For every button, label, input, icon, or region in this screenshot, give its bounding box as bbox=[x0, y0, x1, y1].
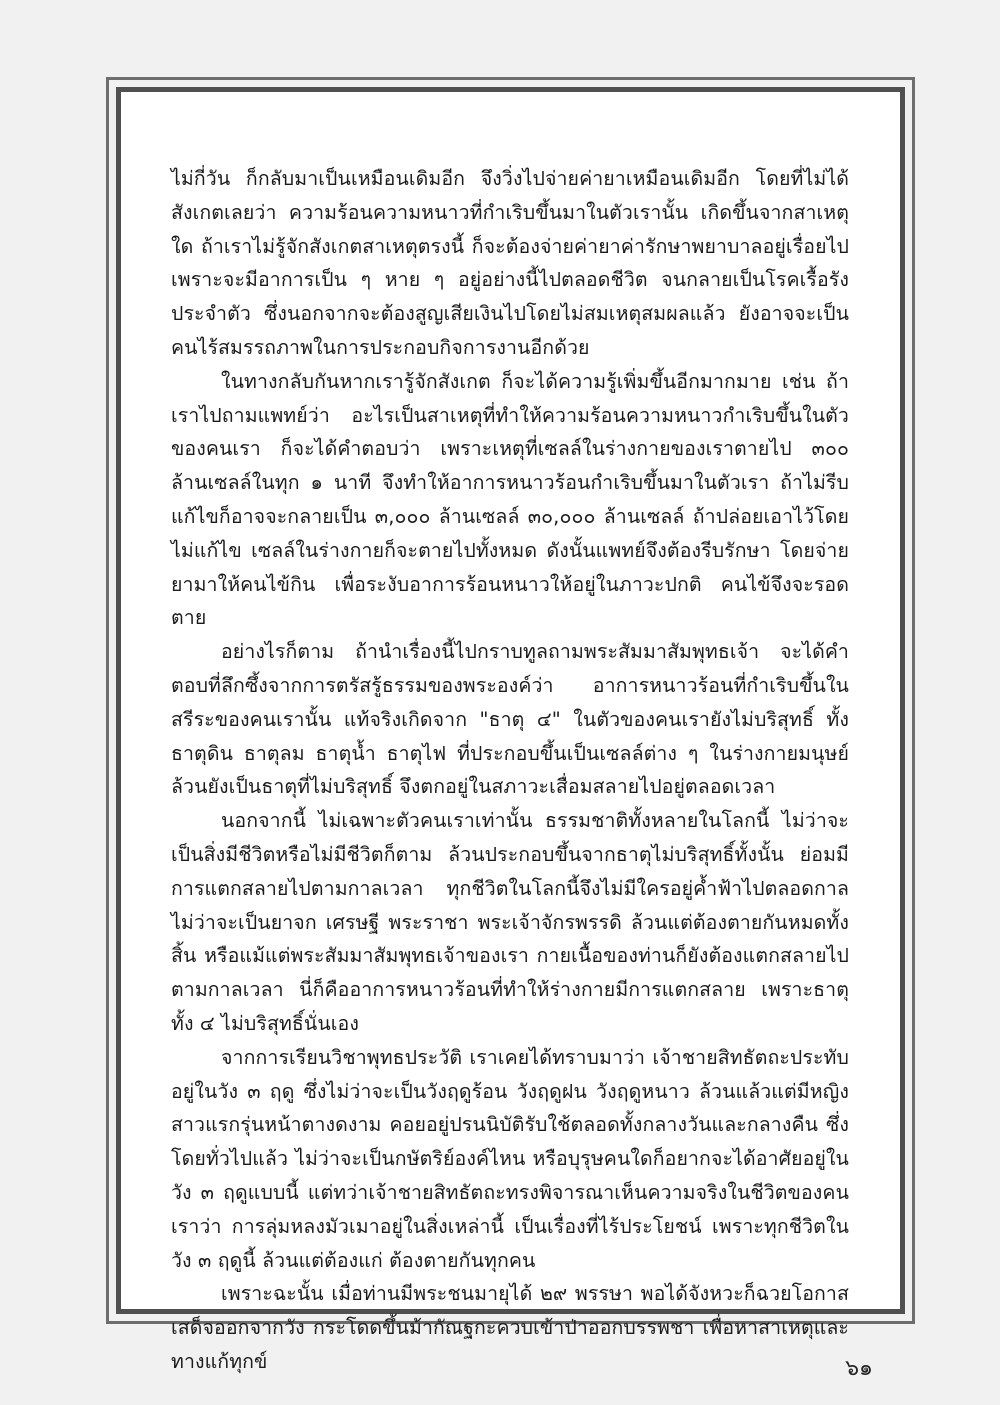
page-body bbox=[171, 162, 849, 1379]
paragraph-4: นอกจากนี้ ไม่เฉพาะตัวคนเราเท่านั้น ธรรมชาติทั้งหลายในโลกนี้ ไม่ว่าจะเป็นสิ่งมีชีวิตหรือไม่มีชีวิตก็ตาม ล้วนประกอบขึ้นจากธาตุไม่บริสุทธิ์ทั้งนั้น ย่อมมีการแตกสลายไปตามกาลเวลา ทุกชีวิตในโลกนี้จึงไม่มีใครอยู่ค้ำฟ้าไปตลอดกาล ไม่ว่าจะเป็นยาจก เศรษฐี พระราชา พระเจ้าจักรพรรดิ ล้วนแต่ต้องตายกันหมดทั้งสิ้น หรือแม้แต่พระสัมมาสัมพุทธเจ้าของเรา กายเนื้อของท่านก็ยังต้องแตกสลายไปตามกาลเวลา นี่ก็คืออาการหนาวร้อนที่ทำให้ร่างกายมีการแตกสลาย เพราะธาตุทั้ง ๔ ไม่บริสุทธิ์นั่นเอง bbox=[171, 809, 849, 1035]
paragraph-3: อย่างไรก็ตาม ถ้านำเรื่องนี้ไปกราบทูลถามพระสัมมาสัมพุทธเจ้า จะได้คำตอบที่ลึกซึ้งจากการตรัสรู้ธรรมของพระองค์ว่า อาการหนาวร้อนที่กำเริบขึ้นในสรีระของคนเรานั้น แท้จริงเกิดจาก "ธาตุ ๔" ในตัวของคนเรายังไม่บริสุทธิ์ ทั้งธาตุดิน ธาตุลม ธาตุน้ำ ธาตุไฟ ที่ประกอบขึ้นเป็นเซลล์ต่าง ๆ ในร่างกายมนุษย์ ล้วนยังเป็นธาตุที่ไม่บริสุทธิ์ จึงตกอยู่ในสภาวะเสื่อมสลายไปอยู่ตลอดเวลา bbox=[171, 640, 849, 799]
page-number: ๖๑ bbox=[845, 1356, 873, 1381]
paragraph-1: ไม่กี่วัน ก็กลับมาเป็นเหมือนเดิมอีก จึงวิ่งไปจ่ายค่ายาเหมือนเดิมอีก โดยที่ไม่ได้สังเกตเลยว่า ความร้อนความหนาวที่กำเริบขึ้นมาในตัวเรานั้น เกิดขึ้นจากสาเหตุใด ถ้าเราไม่รู้จักสังเกตสาเหตุตรงนี้ ก็จะต้องจ่ายค่ายาค่ารักษาพยาบาลอยู่เรื่อยไป เพราะจะมีอาการเป็น ๆ หาย ๆ อยู่อย่างนี้ไปตลอดชีวิต จนกลายเป็นโรคเรื้อรังประจำตัว ซึ่งนอกจากจะต้องสูญเสียเงินไปโดยไม่สมเหตุสมผลแล้ว ยังอาจจะเป็นคนไร้สมรรถภาพในการประกอบกิจการงานอีกด้วย bbox=[171, 167, 849, 359]
paragraph-5: จากการเรียนวิชาพุทธประวัติ เราเคยได้ทราบมาว่า เจ้าชายสิทธัตถะประทับอยู่ในวัง ๓ ฤดู ซึ่งไม่ว่าจะเป็นวังฤดูร้อน วังฤดูฝน วังฤดูหนาว ล้วนแล้วแต่มีหญิงสาวแรกรุ่นหน้าตางดงาม คอยอยู่ปรนนิบัติรับใช้ตลอดทั้งกลางวันและกลางคืน ซึ่งโดยทั่วไปแล้ว ไม่ว่าจะเป็นกษัตริย์องค์ไหน หรือบุรุษคนใดก็อยากจะได้อาศัยอยู่ในวัง ๓ ฤดูแบบนี้ แต่ทว่าเจ้าชายสิทธัตถะทรงพิจารณาเห็นความจริงในชีวิตของคนเราว่า การลุ่มหลงมัวเมาอยู่ในสิ่งเหล่านี้ เป็นเรื่องที่ไร้ประโยชน์ เพราะทุกชีวิตในวัง ๓ ฤดูนี้ ล้วนแต่ต้องแก่ ต้องตายกันทุกคน bbox=[171, 1045, 849, 1272]
paragraph-6: เพราะฉะนั้น เมื่อท่านมีพระชนมายุได้ ๒๙ พรรษา พอได้จังหวะก็ฉวยโอกาสเสด็จออกจากวัง กระโดดขึ้นม้ากัณฐกะควบเข้าป่าออกบรรพชา เพื่อหาสาเหตุและทางแก้ทุกข์ bbox=[171, 1282, 849, 1373]
paragraph-2: ในทางกลับกันหากเรารู้จักสังเกต ก็จะได้ความรู้เพิ่มขึ้นอีกมากมาย เช่น ถ้าเราไปถามแพทย์ว่า อะไรเป็นสาเหตุที่ทำให้ความร้อนความหนาวกำเริบขึ้นในตัวของคนเรา ก็จะได้คำตอบว่า เพราะเหตุที่เซลล์ในร่างกายของเราตายไป ๓๐๐ ล้านเซลล์ในทุก ๑ นาที จึงทำให้อาการหนาวร้อนกำเริบขึ้นมาในตัวเรา ถ้าไม่รีบแก้ไขก็อาจจะกลายเป็น ๓,๐๐๐ ล้านเซลล์ ๓๐,๐๐๐ ล้านเซลล์ ถ้าปล่อยเอาไว้โดยไม่แก้ไข เซลล์ในร่างกายก็จะตายไปทั้งหมด ดังนั้นแพทย์จึงต้องรีบรักษา โดยจ่ายยามาให้คนไข้กิน เพื่อระงับอาการร้อนหนาวให้อยู่ในภาวะปกติ คนไข้จึงจะรอดตาย bbox=[171, 369, 849, 630]
